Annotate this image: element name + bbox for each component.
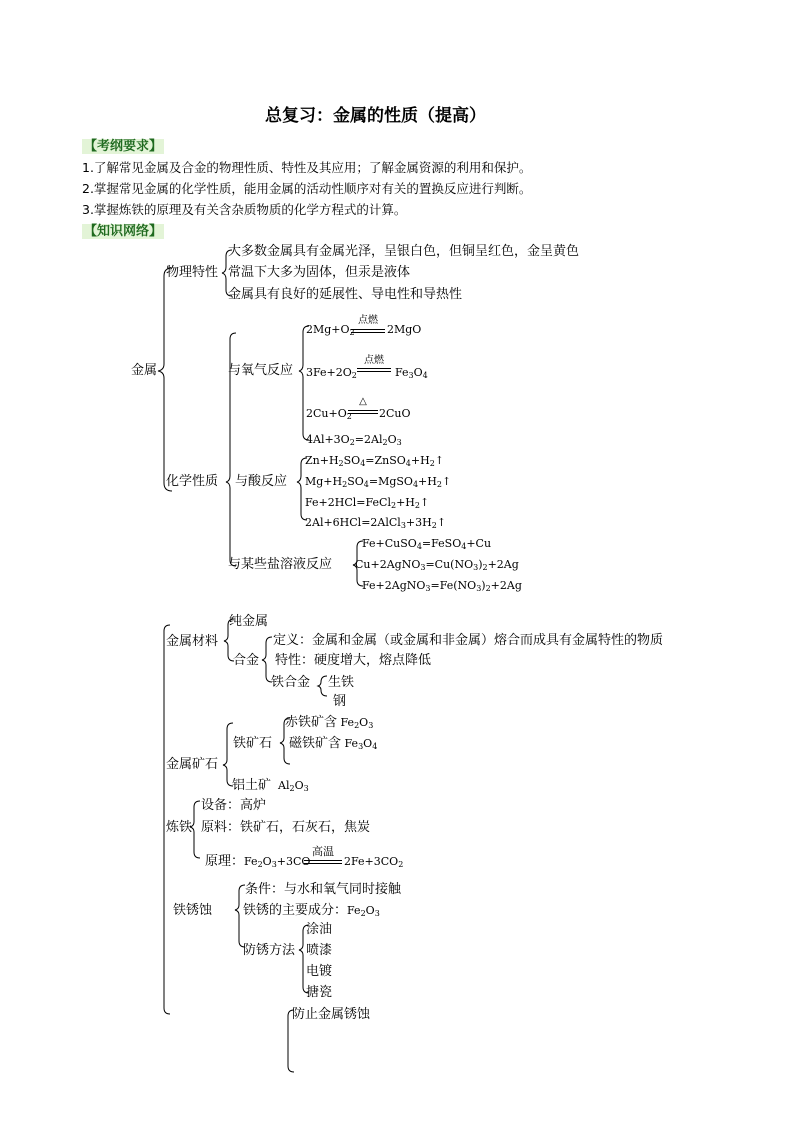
prevent-enamel: 搪瓷 [306,985,333,1000]
hematite-label: 赤铁矿含 [285,715,338,730]
alloy-property: 特性：硬度增大，熔点降低 [275,653,432,668]
iron-alloy-steel: 钢 [333,694,347,709]
node-acid: 与酸反应 [235,474,288,489]
bauxite-label: 铝土矿 [232,778,272,793]
node-metal: 金属 [131,363,158,378]
node-rusting: 铁锈蚀 [173,903,213,918]
node-iron-ore: 铁矿石 [233,736,273,751]
prevent-plating: 电镀 [306,964,333,979]
rusting-condition: 条件：与水和氧气同时接触 [245,882,402,897]
eq-bar-4b [304,863,342,864]
eq-cuo: 2CuO [379,407,411,420]
physical-item-3: 金属具有良好的延展性、导电性和导热性 [228,287,463,302]
eq-smelting-products: $2Fe+3CO_2$ [344,855,404,869]
cond-high-temp: 高温 [312,845,334,858]
node-pure-metal: 纯金属 [229,614,269,629]
eq-cu-o2: $2Cu+O_2$ [306,407,352,421]
eq-bar-1a [351,329,385,330]
node-salt: 与某些盐溶液反应 [228,557,333,572]
node-oxygen: 与氧气反应 [228,363,294,378]
prevent-paint: 喷漆 [306,943,333,958]
node-materials: 金属材料 [166,634,219,649]
eq-bar-4a [304,860,342,861]
prevent-oil: 涂油 [306,922,333,937]
smelting-materials: 原料：铁矿石，石灰石，焦炭 [201,820,371,835]
principle-label: 原理： [205,854,245,869]
cond-heat: △ [359,396,367,407]
smelting-principle: 原理：$Fe_2O_3+3CO$ [205,854,311,869]
node-alloy: 合金 [233,653,260,668]
magnetite-label: 磁铁矿含 [289,736,342,751]
eq-al-acid: $2Al+6HCl=2AlCl_3+3H_2↑$ [305,516,447,530]
smelting-equipment: 设备：高炉 [201,798,267,813]
ore-bauxite: 铝土矿 $Al_2O_3$ [232,778,309,793]
node-ore: 金属矿石 [166,757,219,772]
eq-fe-o2: $3Fe+2O_2$ [306,366,357,380]
eq-mg-acid: $Mg+H_2SO_4=MgSO_4+H_2↑$ [305,475,452,489]
physical-item-1: 大多数金属具有金属光泽，呈银白色，但铜呈红色，金呈黄色 [228,244,580,259]
node-physical: 物理特性 [166,265,219,280]
rust-component: 铁锈的主要成分：$Fe_2O_3$ [243,903,380,918]
node-prevention: 防锈方法 [243,943,296,958]
eq-fe-agno3: $Fe+2AgNO_3=Fe(NO_3)_2+2Ag$ [362,579,522,593]
eq-cu-agno3: $Cu+2AgNO_3=Cu(NO_3)_2+2Ag$ [355,558,519,572]
eq-fe-cuso4: Fe+CuSO$_4$=FeSO$_4$+Cu [362,537,492,551]
eq-mgo: 2MgO [387,323,422,336]
eq-bar-1b [351,332,385,333]
node-protect: 防止金属锈蚀 [292,1007,371,1022]
eq-fe-acid: $Fe+2HCl=FeCl_2+H_2↑$ [305,496,430,510]
ore-magnetite: 磁铁矿含 $Fe_3O_4$ [289,736,378,751]
requirement-3: 3.掌握炼铁的原理及有关含杂质物质的化学方程式的计算。 [82,202,407,217]
eq-bar-3b [348,413,378,414]
eq-fe3o4: $Fe_3O_4$ [395,366,428,380]
iron-alloy-pig-iron: 生铁 [328,675,355,690]
page-title: 总复习：金属的性质（提高） [265,106,486,126]
eq-mg-o2: $2Mg+O_2$ [306,323,355,337]
cond-ignite-2: 点燃 [364,355,384,366]
node-smelting: 炼铁 [166,820,193,835]
node-chemical: 化学性质 [166,474,219,489]
cond-ignite-1: 点燃 [358,315,378,326]
network-section-label: 【知识网络】 [84,224,163,239]
eq-bar-2a [357,368,391,369]
alloy-definition: 定义：金属和金属（或金属和非金属）熔合而成具有金属特性的物质 [273,633,664,648]
eq-al-o2: $4Al+3O_2=2Al_2O_3$ [306,433,402,447]
requirement-2: 2.掌握常见金属的化学性质，能用金属的活动性顺序对有关的置换反应进行判断。 [82,181,532,196]
requirements-section-label: 【考纲要求】 [84,139,163,154]
rust-component-label: 铁锈的主要成分： [243,903,348,918]
requirement-1: 1.了解常见金属及合金的物理性质、特性及其应用；了解金属资源的利用和保护。 [82,160,532,175]
node-iron-alloy: 铁合金 [271,675,311,690]
eq-bar-3a [348,410,378,411]
ore-hematite: 赤铁矿含 $Fe_2O_3$ [285,715,374,730]
eq-bar-2b [357,371,391,372]
eq-zn-acid: $Zn+H_2SO_4=ZnSO_4+H_2↑$ [305,454,445,468]
physical-item-2: 常温下大多为固体，但汞是液体 [228,265,411,280]
